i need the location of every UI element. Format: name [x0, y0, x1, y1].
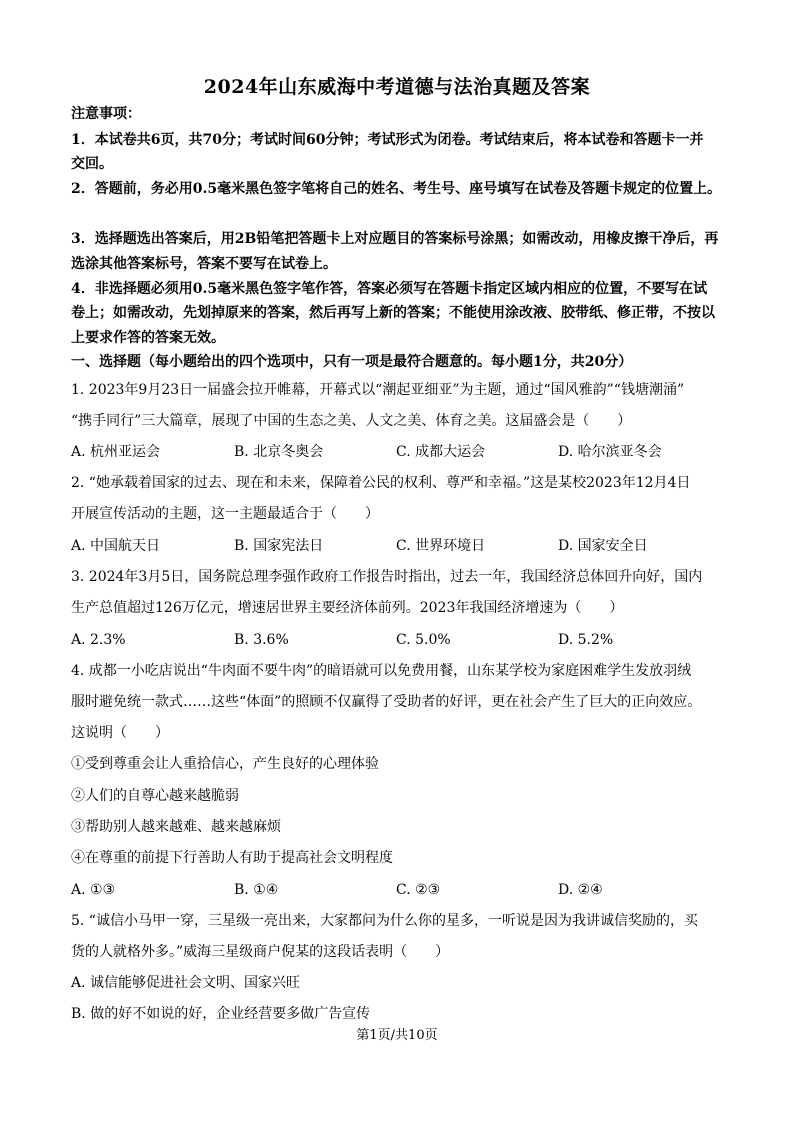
notice-line-2: 交回。	[71, 156, 113, 172]
question-4-option-a: A. ①③	[71, 882, 116, 898]
question-1-line-2: “携手同行”三大篇章，展现了中国的生态之美、人文之美、体育之美。这届盛会是（ ）	[71, 413, 632, 429]
notice-line-5: 选涂其他答案标号，答案不要写在试卷上。	[71, 256, 337, 272]
question-1-option-d: D. 哈尔滨亚冬会	[558, 444, 662, 460]
notice-line-4: 3．选择题选出答案后，用2B铅笔把答题卡上对应题目的答案标号涂黑；如需改动，用橡皮擦干净后，再	[71, 231, 719, 247]
question-3-option-a: A. 2.3%	[71, 632, 126, 648]
question-3-line-2: 生产总值超过126万亿元，增速居世界主要经济体前列。2023年我国经济增速为（ ）	[71, 600, 624, 616]
question-4-option-b: B. ①④	[234, 882, 279, 898]
question-4-item-4: ④在尊重的前提下行善助人有助于提高社会文明程度	[71, 850, 393, 866]
notice-line-7: 卷上；如需改动，先划掉原来的答案，然后再写上新的答案；不能使用涂改液、胶带纸、修正带，不按以	[71, 305, 715, 321]
question-4-option-d: D. ②④	[558, 882, 603, 898]
question-1-option-b: B. 北京冬奥会	[234, 444, 324, 460]
question-4-line-2: 服时避免统一款式……这些“体面”的照顾不仅赢得了受助者的好评，更在社会产生了巨大的正向效应。	[71, 694, 702, 710]
question-3-line-1: 3. 2024年3月5日，国务院总理李强作政府工作报告时指出，过去一年，我国经济总体回升向好，国内	[71, 569, 703, 585]
question-2-option-a: A. 中国航天日	[71, 538, 161, 554]
question-2-option-b: B. 国家宪法日	[234, 538, 324, 554]
question-4-option-c: C. ②③	[396, 882, 441, 898]
section-heading: 一、选择题（每小题给出的四个选项中，只有一项是最符合题意的。每小题1分，共20分）	[71, 354, 633, 370]
question-1-option-a: A. 杭州亚运会	[71, 444, 161, 460]
question-5-line-1: 5. “诚信小马甲一穿，三星级一亮出来，大家都问为什么你的星多，一听说是因为我讲诚信奖励的，买	[71, 913, 698, 929]
question-3-option-b: B. 3.6%	[234, 632, 289, 648]
question-5-option-b: B. 做的好不如说的好，企业经营要多做广告宣传	[71, 1006, 371, 1022]
question-1-option-c: C. 成都大运会	[396, 444, 486, 460]
question-2-option-d: D. 国家安全日	[558, 538, 648, 554]
question-4-line-3: 这说明（ ）	[71, 725, 169, 741]
page-title: 2024年山东威海中考道德与法治真题及答案	[203, 76, 591, 98]
notice-line-6: 4．非选择题必须用0.5毫米黑色签字笔作答，答案必须写在答题卡指定区域内相应的位置，不要写在试	[71, 281, 708, 297]
question-5-line-2: 货的人就格外多。”威海三星级商户倪某的这段话表明（ ）	[71, 944, 450, 960]
question-1-line-1: 1. 2023年9月23日一届盛会拉开帷幕，开幕式以“潮起亚细亚”为主题，通过“国风雅韵”“钱塘潮涌”	[71, 382, 685, 398]
question-2-line-1: 2. “她承载着国家的过去、现在和未来，保障着公民的权利、尊严和幸福。”这是某校2023年12月4日	[71, 475, 691, 491]
notice-line-1: 1．本试卷共6页，共70分；考试时间60分钟；考试形式为闭卷。考试结束后，将本试卷和答题卡一并	[71, 132, 704, 148]
question-5-option-a: A. 诚信能够促进社会文明、国家兴旺	[71, 975, 301, 991]
question-4-item-1: ①受到尊重会让人重拾信心，产生良好的心理体验	[71, 756, 379, 772]
question-2-line-2: 开展宣传活动的主题，这一主题最适合于（ ）	[71, 506, 379, 522]
question-2-option-c: C. 世界环境日	[396, 538, 486, 554]
question-3-option-d: D. 5.2%	[558, 632, 614, 648]
question-4-item-3: ③帮助别人越来越难、越来越麻烦	[71, 819, 281, 835]
notice-line-3: 2．答题前，务必用0.5毫米黑色签字笔将自己的姓名、考生号、座号填写在试卷及答题卡规定的位置上。	[71, 181, 722, 197]
question-4-line-1: 4. 成都一小吃店说出“牛肉面不要牛肉”的暗语就可以免费用餐，山东某学校为家庭困难学生发放羽绒	[71, 663, 692, 679]
question-3-option-c: C. 5.0%	[396, 632, 451, 648]
page-footer: 第1页/共10页	[356, 1028, 438, 1043]
notice-heading: 注意事项：	[71, 106, 141, 122]
question-4-item-2: ②人们的自尊心越来越脆弱	[71, 788, 239, 804]
notice-line-8: 上要求作答的答案无效。	[71, 330, 225, 346]
